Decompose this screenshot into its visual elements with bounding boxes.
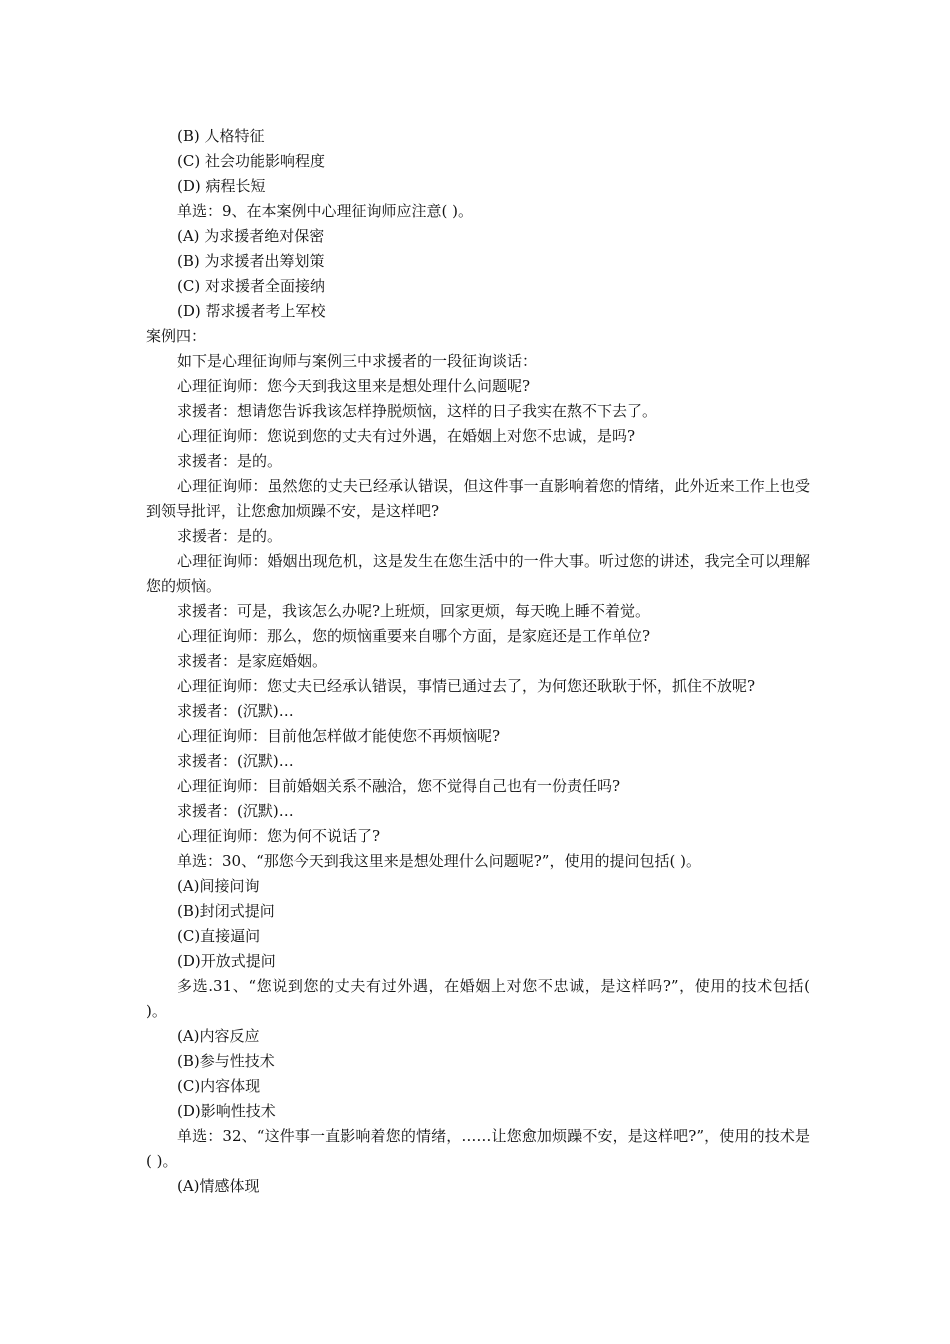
question-9-option-b: (B) 为求援者出筹划策 <box>177 252 325 270</box>
question-30-option-c: (C)直接逼问 <box>177 927 261 945</box>
option-line: (B) 人格特征 <box>177 127 265 145</box>
question-31-option-b: (B)参与性技术 <box>177 1052 275 1070</box>
dialogue-line: 求援者：是的。 <box>177 527 283 545</box>
option-line: (C) 社会功能影响程度 <box>177 152 325 170</box>
question-32-stem: 单选：32、“这件事一直影响着您的情绪，……让您愈加烦躁不安，是这样吧?”，使用的技术是( )。 <box>146 1127 810 1170</box>
dialogue-line: 心理征询师：那么，您的烦恼重要来自哪个方面，是家庭还是工作单位? <box>177 627 651 645</box>
question-30-option-b: (B)封闭式提问 <box>177 902 275 920</box>
question-31-option-d: (D)影响性技术 <box>177 1102 276 1120</box>
question-31-stem: 多选.31、“您说到您的丈夫有过外遇，在婚姻上对您不忠诚，是这样吗?”，使用的技术包括( )。 <box>146 977 810 1020</box>
dialogue-line: 求援者：(沉默)… <box>177 702 294 720</box>
dialogue-line: 求援者：想请您告诉我该怎样挣脱烦恼，这样的日子我实在熬不下去了。 <box>177 402 658 420</box>
question-9-option-a: (A) 为求援者绝对保密 <box>177 227 325 245</box>
dialogue-line: 心理征询师：您丈夫已经承认错误，事情已通过去了，为何您还耿耿于怀，抓住不放呢? <box>177 677 756 695</box>
case-four-intro: 如下是心理征询师与案例三中求援者的一段征询谈话： <box>177 352 538 370</box>
dialogue-line: 求援者：(沉默)… <box>177 752 294 770</box>
dialogue-line: 求援者：是家庭婚姻。 <box>177 652 328 670</box>
dialogue-line: 心理征询师：虽然您的丈夫已经承认错误，但这件事一直影响着您的情绪，此外近来工作上也受到领导批评，让您愈加烦躁不安，是这样吧? <box>146 477 810 520</box>
dialogue-line: 心理征询师：您说到您的丈夫有过外遇，在婚姻上对您不忠诚，是吗? <box>177 427 636 445</box>
dialogue-line: 心理征询师：您今天到我这里来是想处理什么问题呢? <box>177 377 531 395</box>
question-32-option-a: (A)情感体现 <box>177 1177 260 1195</box>
dialogue-line: 心理征询师：您为何不说话了? <box>177 827 381 845</box>
question-9-option-d: (D) 帮求援者考上军校 <box>177 302 326 320</box>
dialogue-line: 求援者：(沉默)… <box>177 802 294 820</box>
question-9-stem: 单选：9、在本案例中心理征询师应注意( )。 <box>177 202 474 220</box>
dialogue-line: 心理征询师：目前婚姻关系不融洽，您不觉得自己也有一份责任吗? <box>177 777 621 795</box>
document-body <box>146 124 810 1199</box>
question-31-option-a: (A)内容反应 <box>177 1027 260 1045</box>
question-31-option-c: (C)内容体现 <box>177 1077 261 1095</box>
question-30-option-d: (D)开放式提问 <box>177 952 276 970</box>
dialogue-line: 求援者：可是，我该怎么办呢?上班烦，回家更烦，每天晚上睡不着觉。 <box>177 602 651 620</box>
option-line: (D) 病程长短 <box>177 177 266 195</box>
question-30-option-a: (A)间接问询 <box>177 877 260 895</box>
dialogue-line: 心理征询师：目前他怎样做才能使您不再烦恼呢? <box>177 727 501 745</box>
question-30-stem: 单选：30、“那您今天到我这里来是想处理什么问题呢?”，使用的提问包括( )。 <box>177 852 701 870</box>
dialogue-line: 求援者：是的。 <box>177 452 283 470</box>
case-four-title: 案例四： <box>146 327 207 345</box>
dialogue-line: 心理征询师：婚姻出现危机，这是发生在您生活中的一件大事。听过您的讲述，我完全可以理解您的烦恼。 <box>146 552 810 595</box>
question-9-option-c: (C) 对求援者全面接纳 <box>177 277 325 295</box>
